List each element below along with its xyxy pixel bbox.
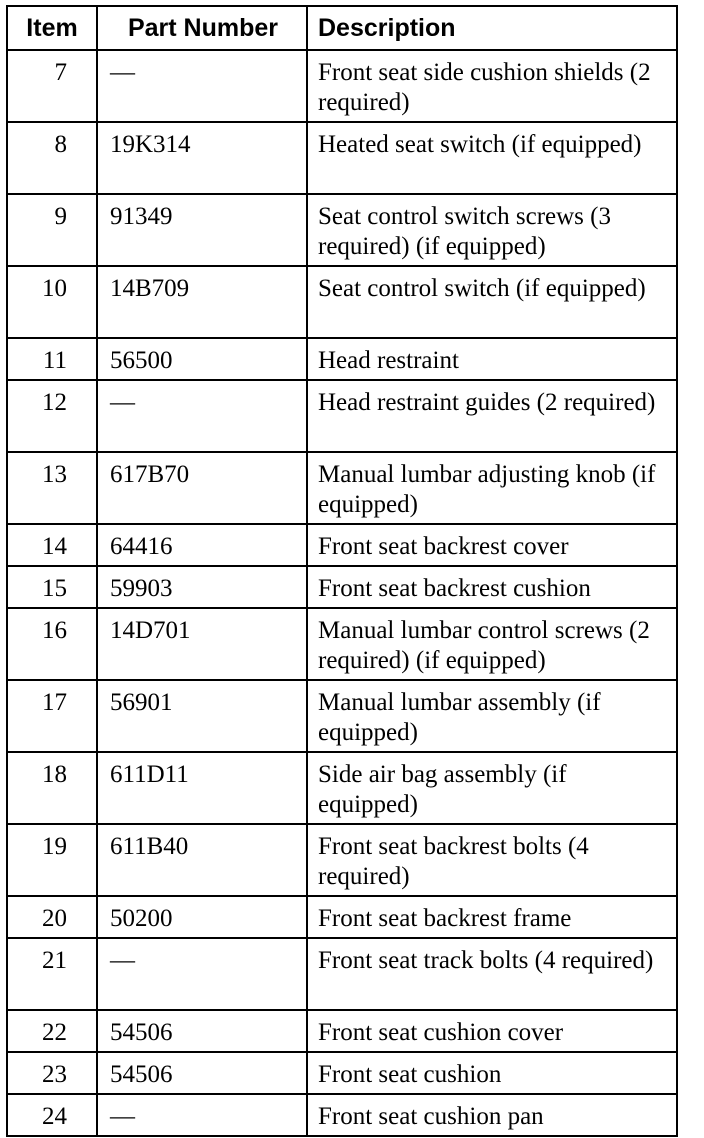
part-number-cell: —: [97, 380, 307, 452]
table-row: [7, 752, 677, 824]
item-cell: 11: [7, 338, 97, 380]
column-header-item: Item: [7, 6, 97, 50]
column-header-description: Description: [307, 6, 677, 50]
column-header-part-number: Part Number: [97, 6, 307, 50]
description-cell: Side air bag assembly (if equipped): [307, 752, 677, 824]
description-cell: Manual lumbar adjusting knob (if equipped): [307, 452, 677, 524]
table-row: [7, 824, 677, 896]
description-cell: Front seat cushion pan: [307, 1094, 677, 1136]
item-cell: 22: [7, 1010, 97, 1052]
item-cell: 19: [7, 824, 97, 896]
item-cell: 12: [7, 380, 97, 452]
description-cell: Seat control switch screws (3 required) (if equipped): [307, 194, 677, 266]
part-number-cell: 56901: [97, 680, 307, 752]
part-number-cell: 50200: [97, 896, 307, 938]
table-row: [7, 896, 677, 938]
item-cell: 13: [7, 452, 97, 524]
description-cell: Front seat cushion: [307, 1052, 677, 1094]
part-number-cell: 54506: [97, 1010, 307, 1052]
part-number-cell: 611B40: [97, 824, 307, 896]
description-cell: Front seat backrest cover: [307, 524, 677, 566]
item-cell: 23: [7, 1052, 97, 1094]
header-row: [7, 6, 677, 50]
part-number-cell: 617B70: [97, 452, 307, 524]
part-number-cell: 59903: [97, 566, 307, 608]
part-number-cell: 14D701: [97, 608, 307, 680]
description-cell: Front seat backrest bolts (4 required): [307, 824, 677, 896]
table-row: [7, 338, 677, 380]
table-row: [7, 1010, 677, 1052]
part-number-cell: 91349: [97, 194, 307, 266]
item-cell: 24: [7, 1094, 97, 1136]
part-number-cell: 54506: [97, 1052, 307, 1094]
description-cell: Front seat cushion cover: [307, 1010, 677, 1052]
table-row: [7, 50, 677, 122]
table-row: [7, 680, 677, 752]
description-cell: Front seat track bolts (4 required): [307, 938, 677, 1010]
item-cell: 9: [7, 194, 97, 266]
table-row: [7, 380, 677, 452]
parts-table: [6, 5, 678, 1137]
item-cell: 10: [7, 266, 97, 338]
table-row: [7, 1094, 677, 1136]
item-cell: 17: [7, 680, 97, 752]
item-cell: 15: [7, 566, 97, 608]
table-row: [7, 122, 677, 194]
item-cell: 7: [7, 50, 97, 122]
table-row: [7, 566, 677, 608]
table-row: [7, 452, 677, 524]
table-row: [7, 1052, 677, 1094]
description-cell: Head restraint: [307, 338, 677, 380]
part-number-cell: —: [97, 1094, 307, 1136]
description-cell: Head restraint guides (2 required): [307, 380, 677, 452]
table-row: [7, 938, 677, 1010]
item-cell: 20: [7, 896, 97, 938]
part-number-cell: 64416: [97, 524, 307, 566]
table-row: [7, 194, 677, 266]
part-number-cell: 611D11: [97, 752, 307, 824]
table-row: [7, 524, 677, 566]
description-cell: Front seat backrest cushion: [307, 566, 677, 608]
item-cell: 18: [7, 752, 97, 824]
part-number-cell: —: [97, 50, 307, 122]
table-row: [7, 266, 677, 338]
description-cell: Front seat backrest frame: [307, 896, 677, 938]
item-cell: 16: [7, 608, 97, 680]
part-number-cell: 56500: [97, 338, 307, 380]
item-cell: 8: [7, 122, 97, 194]
part-number-cell: —: [97, 938, 307, 1010]
item-cell: 14: [7, 524, 97, 566]
description-cell: Manual lumbar control screws (2 required) (if equipped): [307, 608, 677, 680]
description-cell: Front seat side cushion shields (2 required): [307, 50, 677, 122]
part-number-cell: 14B709: [97, 266, 307, 338]
description-cell: Heated seat switch (if equipped): [307, 122, 677, 194]
item-cell: 21: [7, 938, 97, 1010]
table-row: [7, 608, 677, 680]
description-cell: Seat control switch (if equipped): [307, 266, 677, 338]
part-number-cell: 19K314: [97, 122, 307, 194]
description-cell: Manual lumbar assembly (if equipped): [307, 680, 677, 752]
